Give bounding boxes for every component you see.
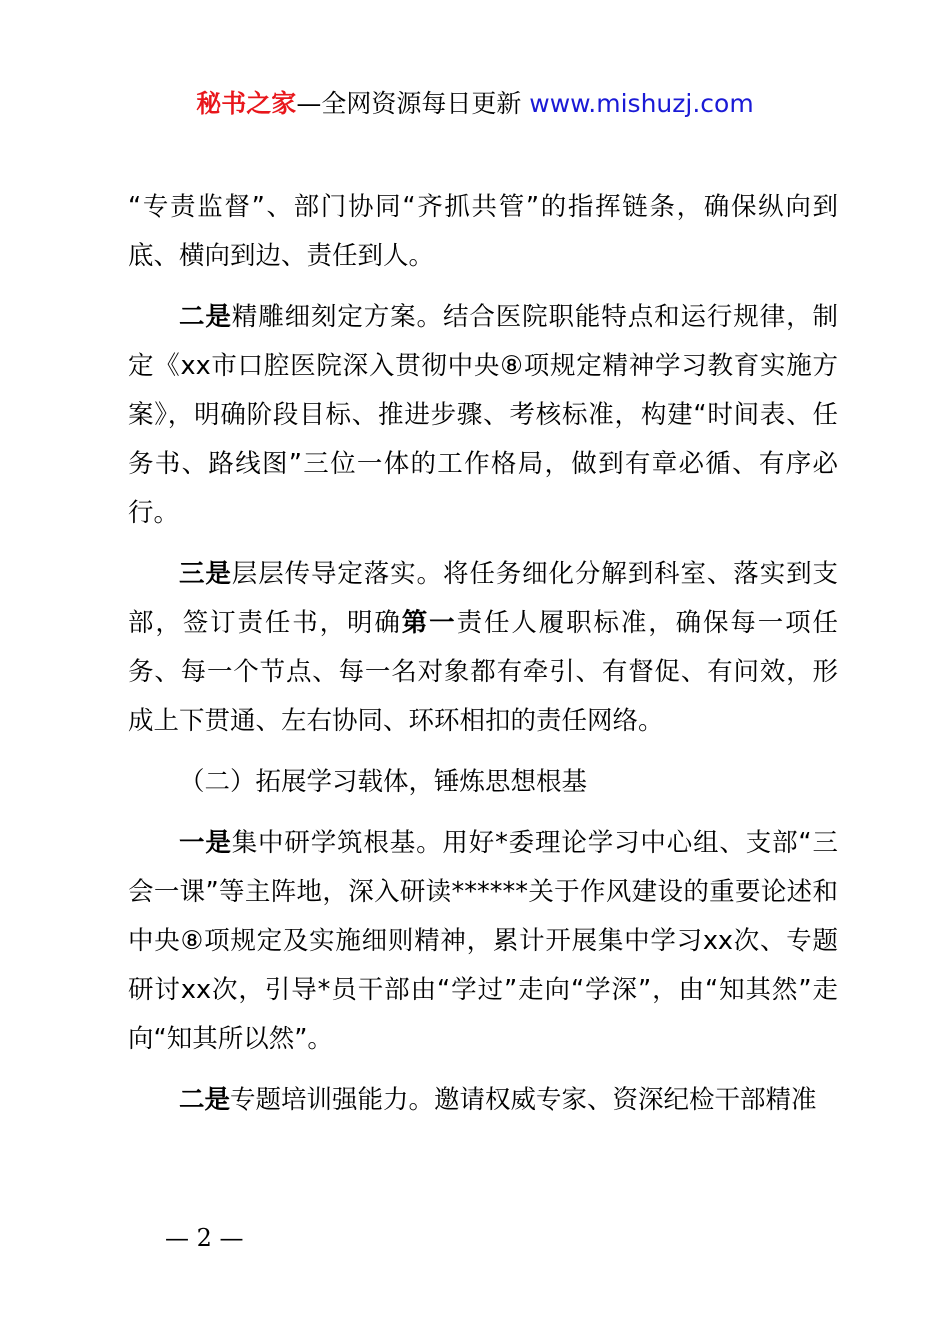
paragraph-6-text: 专题培训强能力。邀请权威专家、资深纪检干部精准 xyxy=(230,1085,817,1115)
brand-name: 秘书之家 xyxy=(196,89,297,118)
document-body xyxy=(128,183,838,1137)
paragraph-1 xyxy=(128,183,838,281)
paragraph-3 xyxy=(128,550,838,746)
paragraph-5-text: 集中研学筑根基。用好*委理论学习中心组、支部“三会一课”等主阵地，深入研读******关于作风建设的重要论述和中央⑧项规定及实施细则精神，累计开展集中学习xx次、专题研讨xx次，引导*员干部由“学过”走向“学深”，由“知其然”走向“知其所以然”。 xyxy=(128,828,838,1054)
paragraph-3-text-b: 责任人履职标准，确保每一项任务、每一个节点、每一名对象都有牵引、有督促、有问效，形成上下贯通、左右协同、环环相扣的责任网络。 xyxy=(128,608,838,736)
paragraph-2 xyxy=(128,293,838,538)
paragraph-2-text: 精雕细刻定方案。结合医院职能特点和运行规律，制定《xx市口腔医院深入贯彻中央⑧项规定精神学习教育实施方案》，明确阶段目标、推进步骤、考核标准，构建“时间表、任务书、路线图”三位一体的工作格局，做到有章必循、有序必行。 xyxy=(128,302,838,528)
paragraph-3-bold-mid: 第一 xyxy=(401,608,457,638)
paragraph-6-lead: 二是 xyxy=(179,1085,231,1115)
site-banner xyxy=(0,84,950,124)
paragraph-1-text: “专责监督”、部门协同“齐抓共管”的指挥链条，确保纵向到底、横向到边、责任到人。 xyxy=(128,192,838,271)
paragraph-3-lead: 三是 xyxy=(179,559,232,589)
paragraph-5-lead: 一是 xyxy=(179,828,232,858)
banner-url-link[interactable]: www.mishuzj.com xyxy=(529,89,754,118)
paragraph-3-text-a: 层层传导定落实。将任务细化分解到科室、落实到支部，签订责任书，明确 xyxy=(128,559,838,638)
paragraph-2-lead: 二是 xyxy=(179,302,232,332)
paragraph-5 xyxy=(128,819,838,1064)
section-heading-text: （二）拓展学习载体，锤炼思想根基 xyxy=(179,767,588,797)
banner-tagline: —全网资源每日更新 xyxy=(296,89,530,118)
section-heading xyxy=(128,758,838,807)
paragraph-6 xyxy=(128,1076,838,1125)
page-number: — 2 — xyxy=(165,1224,244,1252)
